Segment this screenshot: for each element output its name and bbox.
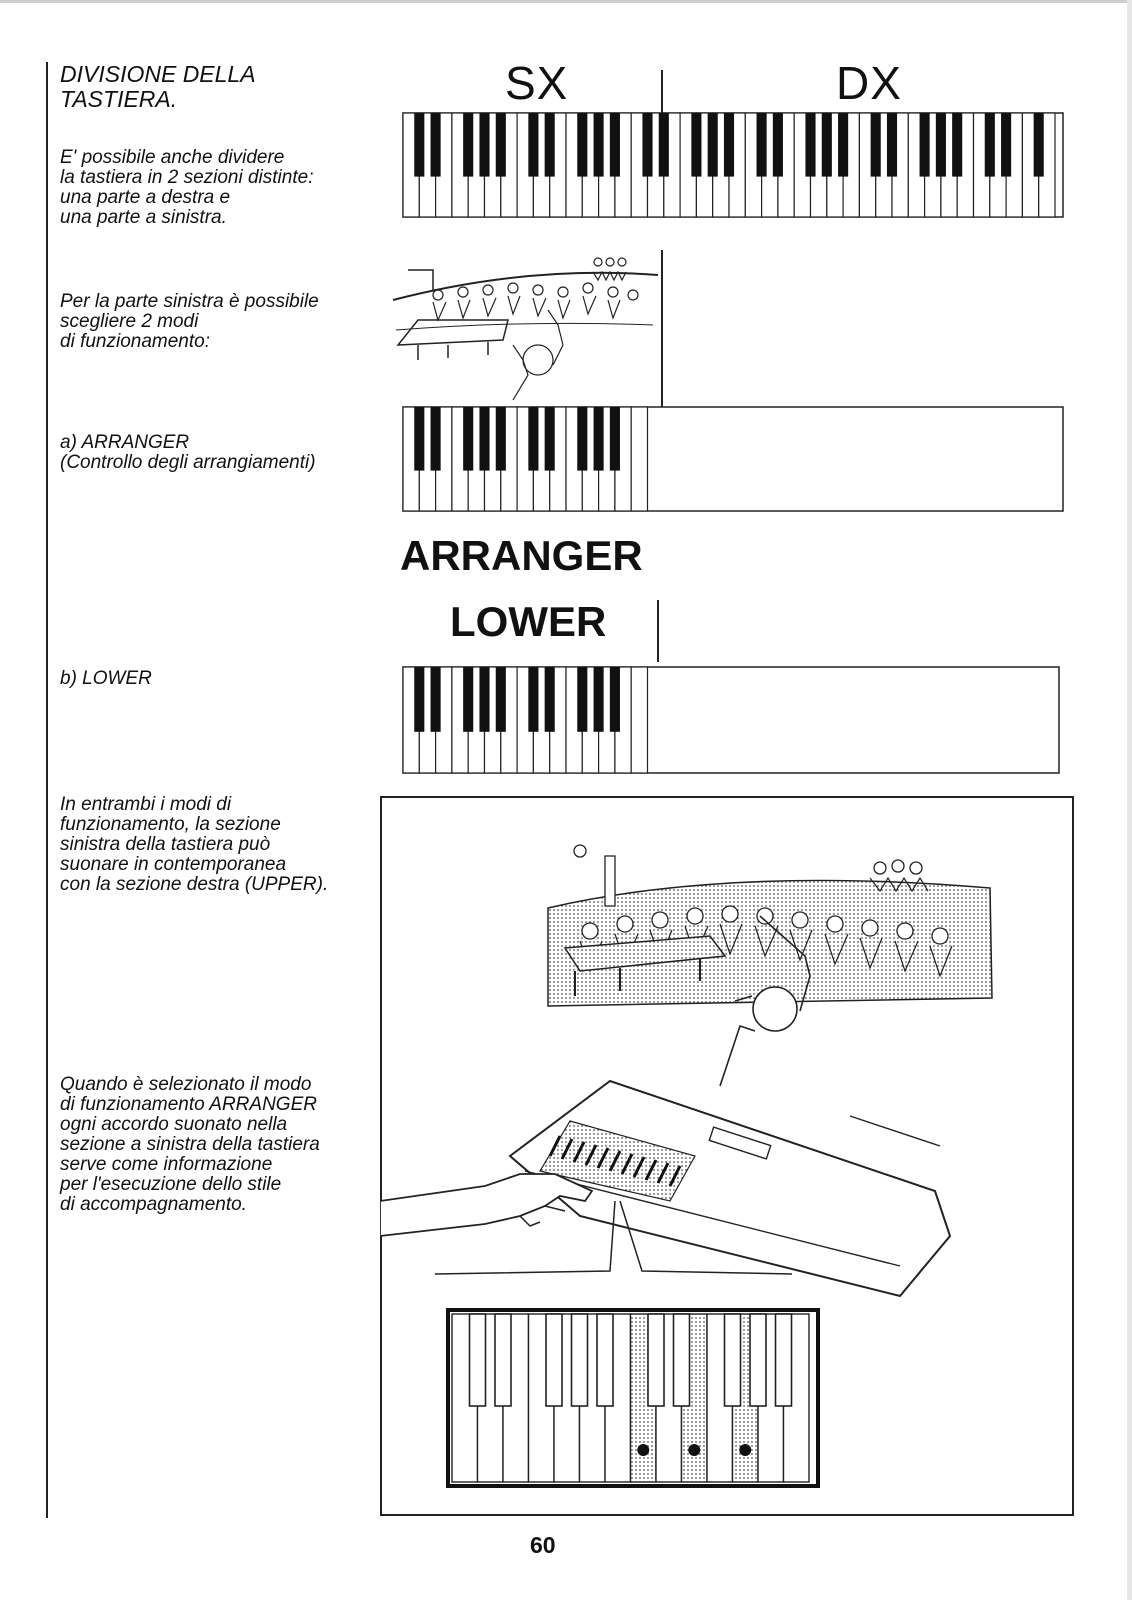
black-key: [431, 667, 441, 732]
text-line: di accompagnamento.: [60, 1194, 247, 1215]
black-key: [572, 1314, 588, 1406]
text-line: ogni accordo suonato nella: [60, 1114, 288, 1135]
text-line: scegliere 2 modi: [60, 311, 199, 332]
chord-note-dot: [688, 1444, 700, 1456]
black-key: [757, 113, 767, 177]
text-line: sezione a sinistra della tastiera: [60, 1134, 320, 1155]
black-key: [594, 113, 604, 177]
black-key: [577, 113, 587, 177]
page-edge-shadow: [1127, 0, 1132, 1600]
intro-paragraph: [60, 148, 380, 228]
black-key: [887, 113, 897, 177]
black-key: [725, 1314, 741, 1406]
white-key: [631, 407, 647, 511]
black-key: [414, 667, 424, 732]
black-key: [495, 1314, 511, 1406]
black-key: [822, 113, 832, 177]
black-key: [871, 113, 881, 177]
text-line: una parte a sinistra.: [60, 207, 227, 228]
orchestra-sketch-small: [388, 250, 663, 410]
black-key: [463, 407, 473, 471]
text-line: per l'esecuzione dello stile: [60, 1174, 282, 1195]
black-key: [479, 407, 489, 471]
text-line: b) LOWER: [60, 668, 152, 689]
black-key: [610, 113, 620, 177]
mode-a-paragraph: [60, 433, 380, 473]
text-line: suonare in contemporanea: [60, 854, 287, 875]
black-key: [470, 1314, 486, 1406]
black-key: [545, 667, 555, 732]
black-key: [659, 113, 669, 177]
black-key: [724, 113, 734, 177]
page-top-rule: [0, 0, 1132, 3]
lower-keyboard-diagram: [402, 666, 1060, 774]
black-key: [1001, 113, 1011, 177]
black-key: [414, 113, 424, 177]
black-key: [528, 113, 538, 177]
black-key: [594, 667, 604, 732]
chord-note-dot: [739, 1444, 751, 1456]
black-key: [528, 667, 538, 732]
black-key: [528, 407, 538, 471]
chord-keyboard-keys: [446, 1308, 820, 1488]
black-key: [642, 113, 652, 177]
black-key: [431, 113, 441, 177]
black-key: [431, 407, 441, 471]
black-key: [708, 113, 718, 177]
text-line: (Controllo degli arrangiamenti): [60, 452, 316, 473]
text-line: con la sezione destra (UPPER).: [60, 874, 329, 895]
title-line: TASTIERA.: [60, 86, 178, 112]
black-key: [479, 113, 489, 177]
right-section-label: DX: [836, 57, 902, 109]
text-line: di funzionamento:: [60, 331, 210, 352]
title-line: DIVISIONE DELLA: [60, 61, 256, 87]
text-line: sinistra della tastiera può: [60, 834, 271, 855]
mode-b-paragraph: [60, 669, 380, 689]
black-key: [463, 113, 473, 177]
black-key: [952, 113, 962, 177]
left-margin-rule: [46, 62, 48, 1518]
black-key: [496, 667, 506, 732]
text-line: funzionamento, la sezione: [60, 814, 281, 835]
black-key: [496, 407, 506, 471]
arranger-info-paragraph: [60, 1075, 380, 1215]
full-keyboard-diagram: [402, 112, 1064, 218]
black-key: [545, 407, 555, 471]
left-section-label: SX: [505, 57, 569, 109]
text-line: serve come informazione: [60, 1154, 273, 1175]
black-key: [496, 113, 506, 177]
black-key: [776, 1314, 792, 1406]
black-key: [674, 1314, 690, 1406]
black-key: [463, 667, 473, 732]
lower-label: LOWER: [450, 598, 607, 645]
modes-intro-paragraph: [60, 292, 380, 352]
chord-note-dot: [637, 1444, 649, 1456]
text-line: a) ARRANGER: [60, 432, 190, 453]
text-line: una parte a destra e: [60, 187, 231, 208]
black-key: [597, 1314, 613, 1406]
black-key: [750, 1314, 766, 1406]
full-keyboard-keys: [402, 112, 1064, 218]
both-modes-paragraph: [60, 795, 380, 895]
section-title: [60, 62, 380, 112]
lower-keyboard-keys: [402, 666, 1060, 774]
chord-keyboard-zoom: [446, 1308, 820, 1488]
black-key: [691, 113, 701, 177]
orchestra-conductor-illustration: [388, 250, 663, 410]
black-key: [546, 1314, 562, 1406]
black-key: [414, 407, 424, 471]
black-key: [479, 667, 489, 732]
black-key: [936, 113, 946, 177]
text-line: Quando è selezionato il modo: [60, 1074, 312, 1095]
arranger-keyboard-keys: [402, 406, 1064, 512]
black-key: [610, 407, 620, 471]
black-key: [1034, 113, 1044, 177]
text-line: In entrambi i modi di: [60, 794, 232, 815]
text-line: E' possibile anche dividere: [60, 147, 285, 168]
text-line: di funzionamento ARRANGER: [60, 1094, 317, 1115]
black-key: [594, 407, 604, 471]
black-key: [773, 113, 783, 177]
black-key: [838, 113, 848, 177]
black-key: [577, 667, 587, 732]
page-number: 60: [530, 1532, 556, 1558]
black-key: [648, 1314, 664, 1406]
arranger-label: ARRANGER: [400, 532, 643, 579]
white-key: [631, 667, 647, 773]
text-line: la tastiera in 2 sezioni distinte:: [60, 167, 314, 188]
text-line: Per la parte sinistra è possibile: [60, 291, 319, 312]
split-point-line: [657, 600, 659, 662]
black-key: [577, 407, 587, 471]
black-key: [920, 113, 930, 177]
black-key: [985, 113, 995, 177]
black-key: [610, 667, 620, 732]
black-key: [805, 113, 815, 177]
arranger-keyboard-diagram: [402, 406, 1064, 512]
black-key: [545, 113, 555, 177]
